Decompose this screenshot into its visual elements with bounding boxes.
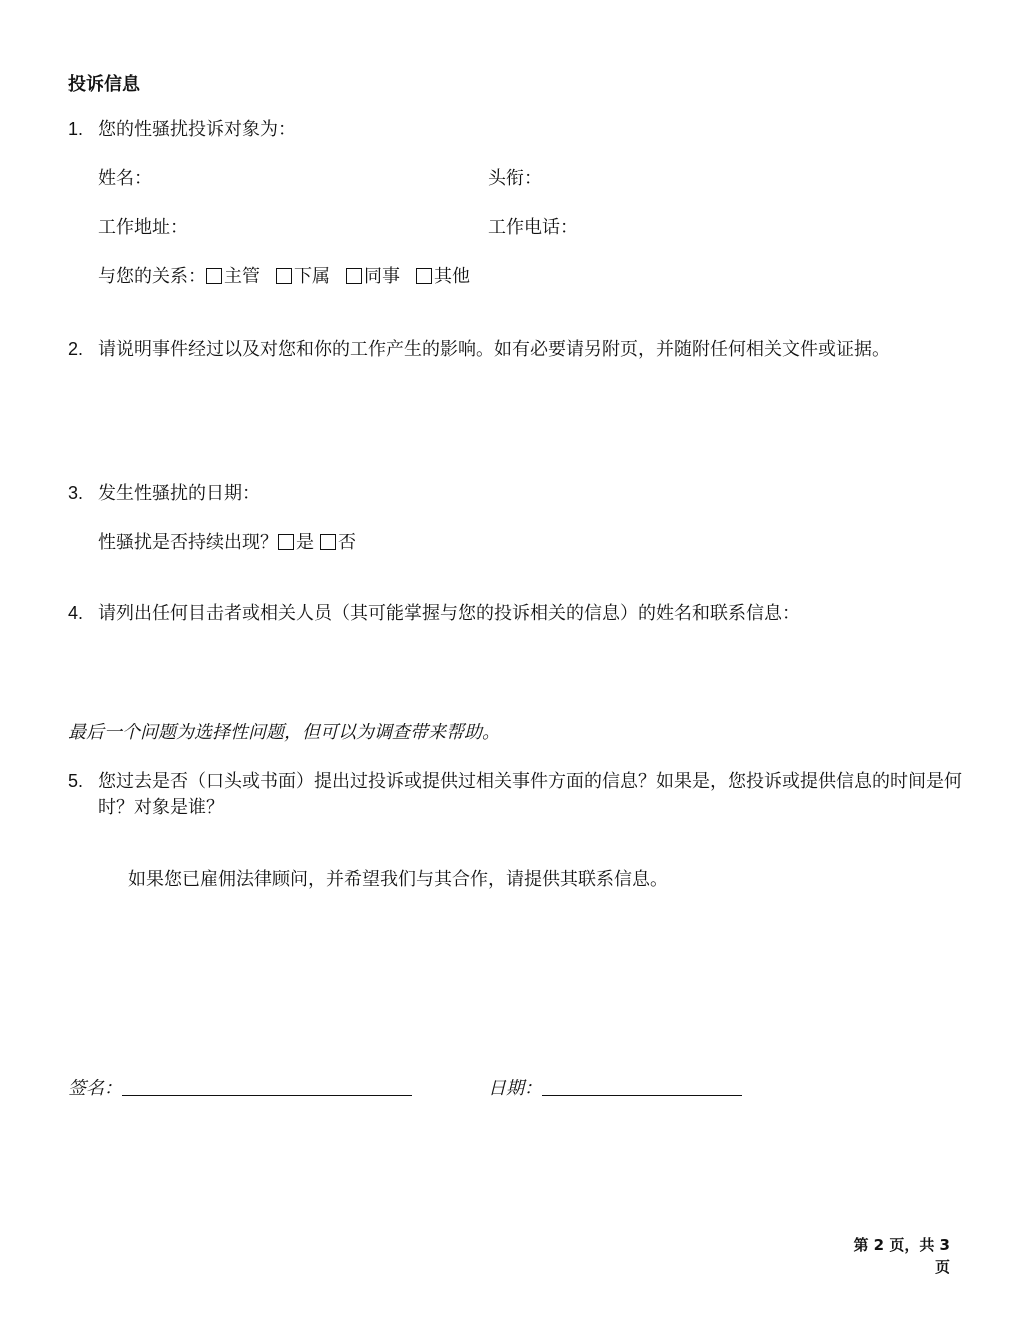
option-yes[interactable]	[278, 532, 314, 553]
option-colleague[interactable]	[346, 266, 400, 287]
question-1-text: 您的性骚扰投诉对象为：	[98, 119, 296, 140]
work-phone-label: 工作电话：	[488, 217, 578, 238]
legal-counsel-text: 如果您已雇佣法律顾问，并希望我们与其合作，请提供其联系信息。	[128, 869, 668, 890]
checkbox-yes[interactable]	[278, 534, 294, 550]
checkbox-supervisor[interactable]	[206, 268, 222, 284]
question-5-number: 5.	[68, 771, 84, 791]
option-yes-label: 是	[296, 532, 314, 553]
question-3-number: 3.	[68, 483, 84, 503]
page-number-line-2: 页	[934, 1258, 950, 1276]
checkbox-no[interactable]	[320, 534, 336, 550]
signature-line[interactable]	[122, 1077, 412, 1096]
page-number-line-1: 第 2 页，共 3	[853, 1236, 950, 1254]
name-label: 姓名：	[98, 168, 152, 189]
option-subordinate-label: 下属	[294, 266, 330, 287]
work-address-label: 工作地址：	[98, 217, 188, 238]
option-supervisor-label: 主管	[224, 266, 260, 287]
checkbox-colleague[interactable]	[346, 268, 362, 284]
ongoing-row	[98, 530, 356, 556]
option-no[interactable]	[320, 532, 356, 553]
date-line[interactable]	[542, 1077, 742, 1096]
question-1-number: 1.	[68, 119, 84, 139]
option-supervisor[interactable]	[206, 266, 260, 287]
signature-field	[68, 1076, 412, 1102]
option-colleague-label: 同事	[364, 266, 400, 287]
date-label: 日期：	[488, 1078, 542, 1099]
question-5-text: 您过去是否（口头或书面）提出过投诉或提供过相关事件方面的信息？如果是，您投诉或提供信息的时间是何时？对象是谁？	[98, 771, 962, 818]
title-label: 头衔：	[488, 168, 542, 189]
checkbox-other[interactable]	[416, 268, 432, 284]
question-4-number: 4.	[68, 603, 84, 623]
question-2-number: 2.	[68, 339, 84, 359]
option-no-label: 否	[338, 532, 356, 553]
date-field	[488, 1076, 742, 1102]
optional-note: 最后一个问题为选择性问题，但可以为调查带来帮助。	[68, 722, 500, 743]
relationship-label: 与您的关系：	[98, 266, 206, 287]
page-footer	[800, 1234, 950, 1278]
option-subordinate[interactable]	[276, 266, 330, 287]
signature-label: 签名：	[68, 1078, 122, 1099]
ongoing-label: 性骚扰是否持续出现？	[98, 532, 278, 553]
section-title: 投诉信息	[68, 74, 140, 95]
option-other[interactable]	[416, 266, 470, 287]
question-2-text: 请说明事件经过以及对您和你的工作产生的影响。如有必要请另附页，并随附任何相关文件或证据。	[98, 339, 890, 360]
checkbox-subordinate[interactable]	[276, 268, 292, 284]
question-3-text: 发生性骚扰的日期：	[98, 483, 260, 504]
relationship-row	[98, 264, 470, 290]
option-other-label: 其他	[434, 266, 470, 287]
question-4-text: 请列出任何目击者或相关人员（其可能掌握与您的投诉相关的信息）的姓名和联系信息：	[98, 603, 800, 624]
